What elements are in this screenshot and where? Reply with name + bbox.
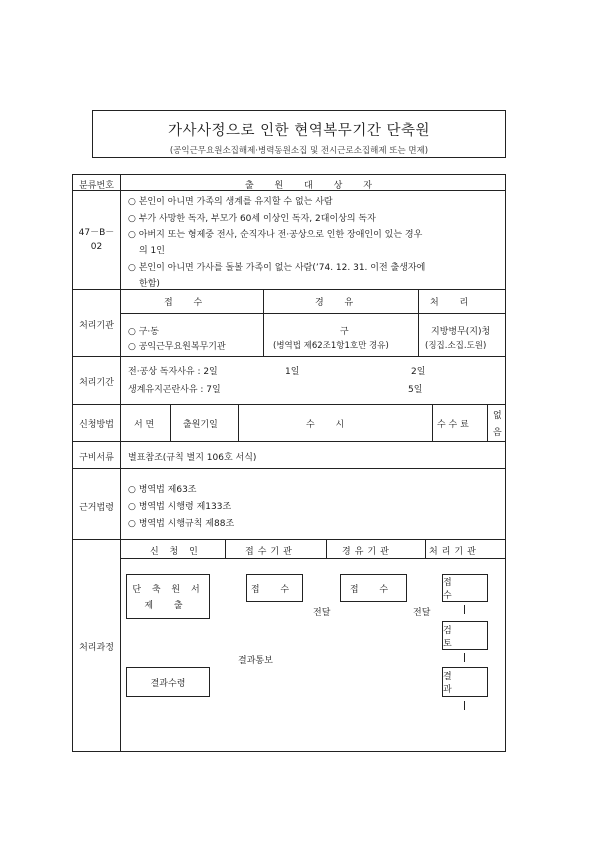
row-divider xyxy=(73,441,505,442)
process-process-header: 처리기관 xyxy=(429,547,480,557)
documents-value: 별표참조(규칙 별지 106호 서식) xyxy=(128,453,257,463)
flow-connector xyxy=(464,701,465,710)
agency-receive-item: ○ 구·동 xyxy=(128,327,159,337)
column-divider xyxy=(425,539,426,558)
flow-connector xyxy=(464,605,465,614)
column-divider xyxy=(487,404,488,441)
forward-label: 전달 xyxy=(313,608,331,618)
target-header: 출 원 대 상 자 xyxy=(245,181,381,191)
classification-code-line2: 02 xyxy=(90,242,103,252)
process-via-header: 경유기관 xyxy=(342,547,393,557)
agency-via-item: (병역법 제62조1항1호만 경유) xyxy=(273,341,389,351)
period-line1-right: 2일 xyxy=(411,367,426,377)
method-fee-label: 수 수 료 xyxy=(437,420,469,430)
column-divider xyxy=(418,289,419,356)
submit-application-box xyxy=(126,574,210,619)
agency-process-item: (징집.소집.도원) xyxy=(425,341,487,351)
agency-label: 처리기관 xyxy=(79,321,114,331)
submit-box-line2: 제 출 xyxy=(144,601,192,611)
period-line2: 생계유지곤란사유 : 7일 xyxy=(128,385,221,395)
process-receive-header: 접수기관 xyxy=(245,547,296,557)
period-line2-right: 5일 xyxy=(408,385,423,395)
via-receive-box: 접 수 xyxy=(340,574,407,602)
target-item: 한함) xyxy=(139,279,160,289)
column-divider xyxy=(432,404,433,441)
column-divider xyxy=(170,404,171,441)
basis-label: 근거법령 xyxy=(79,503,114,513)
form-subtitle: (공익근무요원소집해제·병력동원소집 및 전시근로소집해제 또는 면제) xyxy=(169,146,429,156)
flow-connector xyxy=(464,653,465,662)
title-box xyxy=(92,110,506,158)
agency-receive-header: 접 수 xyxy=(164,298,212,308)
process-label: 처리과정 xyxy=(79,643,114,653)
agency-process-header: 처 리 xyxy=(430,298,478,308)
period-line1-mid: 1일 xyxy=(285,367,300,377)
agency-receive-item: ○ 공익근무요원복무기관 xyxy=(128,342,226,352)
basis-item: ○ 병역법 제63조 xyxy=(128,485,197,495)
target-item: ○ 부가 사망한 독자, 부모가 60세 이상인 독자, 2대이상의 독자 xyxy=(128,214,376,224)
classification-header: 분류번호 xyxy=(79,181,114,191)
form-title: 가사사정으로 인한 현역복무기간 단축원 xyxy=(168,123,430,139)
basis-item: ○ 병역법 시행규칙 제88조 xyxy=(128,519,235,529)
column-divider xyxy=(263,289,264,356)
row-divider xyxy=(73,468,505,469)
method-written: 서 면 xyxy=(134,420,155,430)
result-notify-label: 결과통보 xyxy=(238,656,273,666)
period-line1: 전·공상 독자사유 : 2일 xyxy=(128,367,218,377)
target-item: ○ 본인이 아니면 가족의 생계를 유지할 수 없는 사람 xyxy=(128,197,333,207)
row-divider xyxy=(73,289,505,290)
method-date-value: 수 시 xyxy=(306,420,354,430)
agency-via-header: 경 유 xyxy=(315,298,363,308)
agency-via-item: 구 xyxy=(340,327,349,337)
classification-code-line1: 47－B－ xyxy=(78,228,115,238)
column-divider xyxy=(225,539,226,558)
row-divider xyxy=(120,313,505,314)
basis-item: ○ 병역법 시행령 제133조 xyxy=(128,502,232,512)
documents-label: 구비서류 xyxy=(79,453,114,463)
application-form xyxy=(72,174,506,752)
target-item: 의 1인 xyxy=(139,246,165,256)
method-fee-value: 없 xyxy=(493,411,502,421)
method-fee-value: 음 xyxy=(493,428,502,438)
period-label: 처리기간 xyxy=(79,378,114,388)
label-column-divider xyxy=(120,175,121,752)
receive-box: 접 수 xyxy=(246,574,303,602)
target-item: ○ 본인이 아니면 가사를 돌볼 가족이 없는 사람(’74. 12. 31. 이전 출생자에 xyxy=(128,263,426,273)
agency-process-item: 지방병무(지)청 xyxy=(431,327,491,337)
row-divider xyxy=(73,356,505,357)
row-divider xyxy=(120,558,505,559)
result-receipt-box: 결과수령 xyxy=(126,667,210,697)
result-box: 결 과 xyxy=(442,667,488,697)
submit-box-line1: 단 축 원 서 xyxy=(132,585,204,595)
review-box: 검 토 xyxy=(442,621,488,650)
column-divider xyxy=(326,539,327,558)
method-date-label: 출원기일 xyxy=(183,420,218,430)
process-receive-box: 접 수 xyxy=(442,574,488,602)
column-divider xyxy=(238,404,239,441)
row-divider xyxy=(73,539,505,540)
process-applicant-header: 신 청 인 xyxy=(150,547,202,557)
method-label: 신청방법 xyxy=(79,420,114,430)
row-divider xyxy=(73,404,505,405)
target-item: ○ 아버지 또는 형제중 전사, 순직자나 전·공상으로 인한 장애인이 있는 경우 xyxy=(128,230,423,240)
forward-label: 전달 xyxy=(413,608,431,618)
